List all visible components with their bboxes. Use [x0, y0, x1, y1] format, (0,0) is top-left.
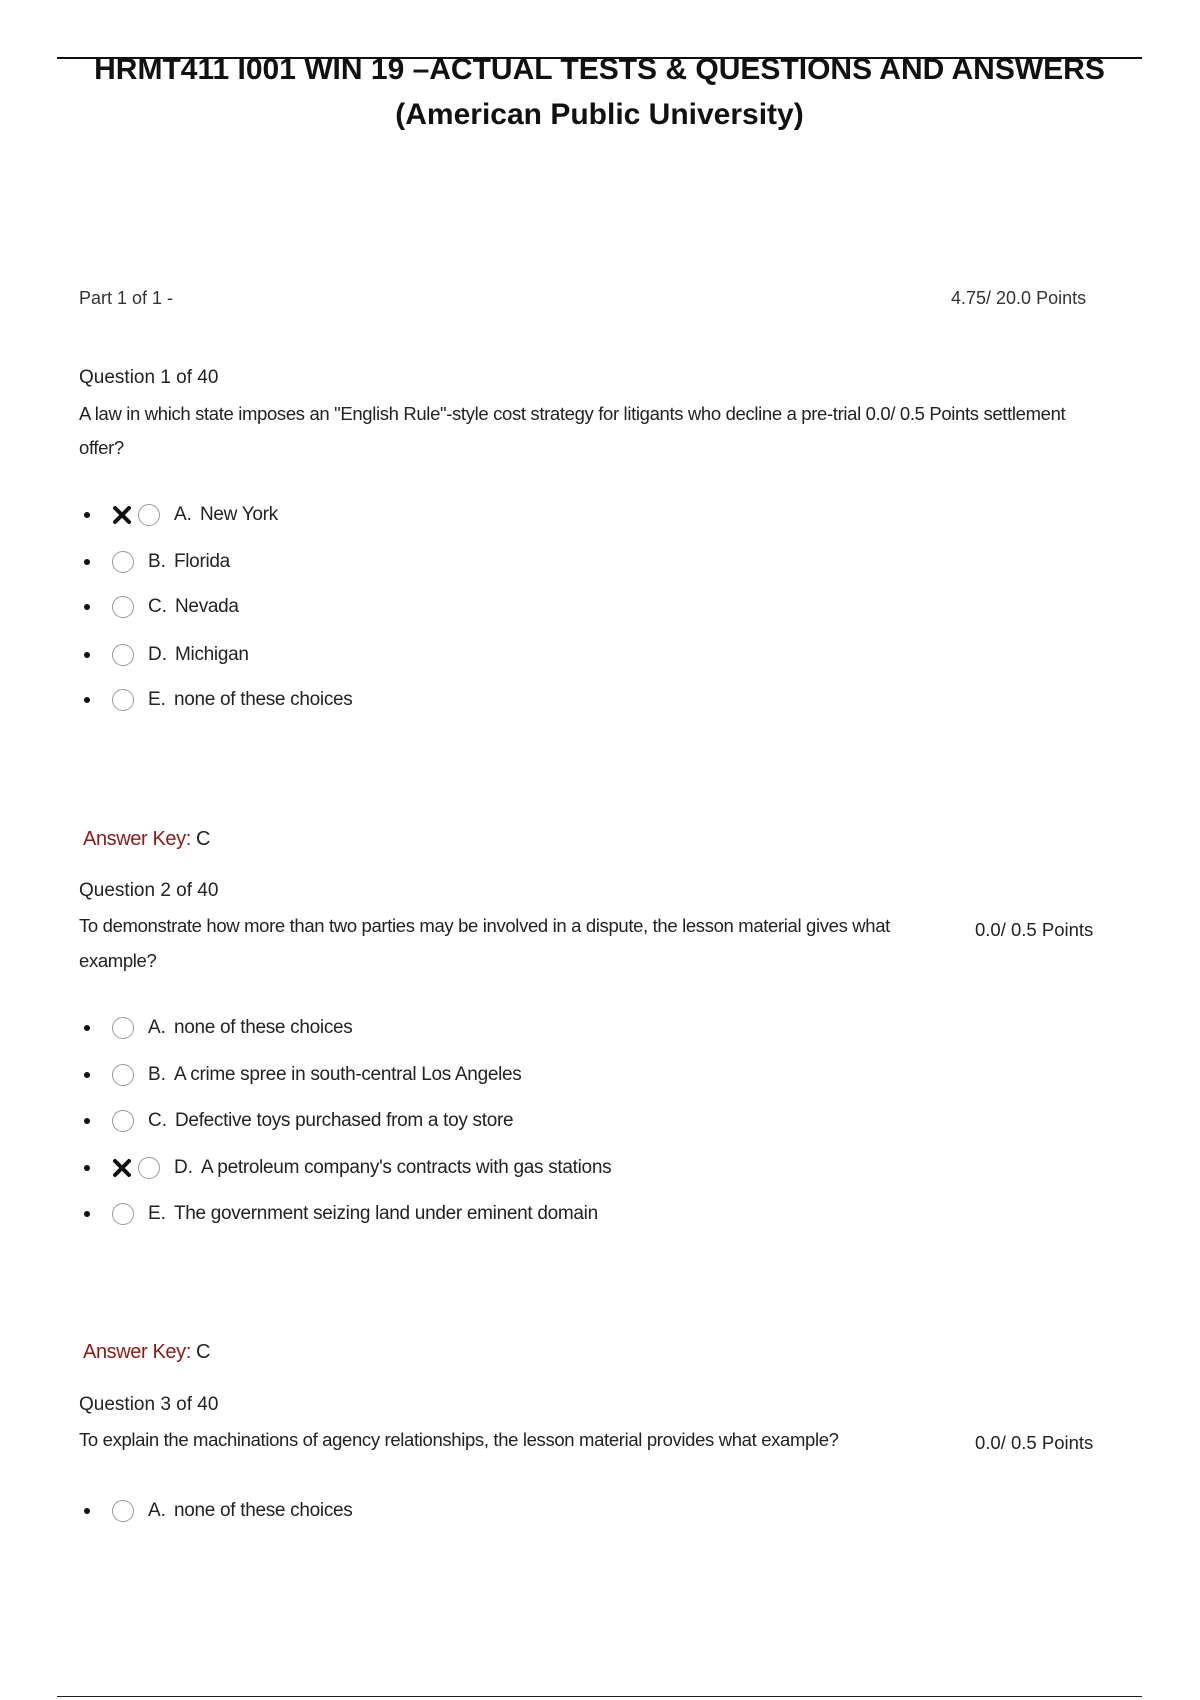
x-mark-icon	[112, 1158, 132, 1178]
question-2-text-line2: example?	[79, 950, 157, 971]
question-3-option-a[interactable]	[84, 1496, 353, 1526]
x-mark-icon	[112, 505, 132, 525]
option-letter: A.	[174, 504, 192, 525]
question-1-text-line1: A law in which state imposes an "English Rule"-style cost strategy for litigants who decline a pre-trial 0.0/ 0.5 Points settlement	[79, 403, 1066, 424]
option-letter: E.	[148, 689, 166, 710]
radio-button[interactable]	[112, 689, 134, 711]
option-text: Michigan	[175, 644, 249, 665]
option-text: none of these choices	[173, 1500, 353, 1521]
document-title: HRMT411 I001 WIN 19 –ACTUAL TESTS & QUESTIONS AND ANSWERS	[94, 53, 1105, 86]
question-2-option-a[interactable]	[84, 1013, 353, 1043]
option-letter: A.	[148, 1017, 166, 1038]
radio-button[interactable]	[112, 1500, 134, 1522]
document-subtitle: (American Public University)	[395, 98, 804, 131]
bullet	[84, 1072, 90, 1078]
question-1-header: Question 1 of 40	[79, 367, 219, 388]
radio-button[interactable]	[112, 1203, 134, 1225]
question-2-points: 0.0/ 0.5 Points	[975, 919, 1094, 940]
answer-key-label: Answer Key:	[83, 1341, 191, 1363]
radio-button[interactable]	[112, 1064, 134, 1086]
radio-button[interactable]	[112, 1110, 134, 1132]
option-letter: A.	[148, 1500, 166, 1521]
bullet	[84, 1025, 90, 1031]
question-1-option-a[interactable]	[84, 500, 278, 530]
question-2-option-d[interactable]	[84, 1153, 611, 1183]
bullet	[84, 652, 90, 658]
question-1-option-d[interactable]	[84, 640, 249, 670]
option-letter: C.	[148, 596, 167, 617]
question-1-text-line2: offer?	[79, 437, 124, 458]
option-text: A crime spree in south-central Los Angeles	[173, 1064, 522, 1085]
bullet	[84, 1508, 90, 1514]
part-points: 4.75/ 20.0 Points	[951, 288, 1087, 308]
bottom-rule	[57, 1696, 1142, 1697]
radio-button[interactable]	[112, 596, 134, 618]
radio-button[interactable]	[138, 504, 160, 526]
question-1-option-c[interactable]	[84, 592, 239, 622]
question-3-points: 0.0/ 0.5 Points	[975, 1432, 1094, 1453]
answer-key-label: Answer Key:	[83, 828, 191, 850]
bullet	[84, 559, 90, 565]
radio-button[interactable]	[112, 644, 134, 666]
answer-key-value: C	[196, 1341, 211, 1363]
part-label: Part 1 of 1 -	[79, 288, 174, 308]
question-2-option-b[interactable]	[84, 1060, 522, 1090]
option-text: New York	[199, 504, 278, 525]
radio-button[interactable]	[112, 1017, 134, 1039]
option-letter: C.	[148, 1110, 167, 1131]
bullet	[84, 1118, 90, 1124]
bullet	[84, 697, 90, 703]
question-2-answer-key	[83, 1341, 210, 1364]
radio-button[interactable]	[112, 551, 134, 573]
bullet	[84, 1165, 90, 1171]
option-letter: D.	[174, 1157, 193, 1178]
option-text: The government seizing land under eminent domain	[173, 1203, 598, 1224]
question-3-text-line1: To explain the machinations of agency relationships, the lesson material provides what example?	[79, 1429, 839, 1450]
option-text: Florida	[173, 551, 230, 572]
answer-key-value: C	[196, 828, 211, 850]
bullet	[84, 1211, 90, 1217]
question-2-option-c[interactable]	[84, 1106, 513, 1136]
option-text: Defective toys purchased from a toy store	[175, 1110, 514, 1131]
option-text: none of these choices	[173, 1017, 353, 1038]
question-2-header: Question 2 of 40	[79, 880, 219, 901]
question-3-header: Question 3 of 40	[79, 1394, 219, 1415]
question-2-option-e[interactable]	[84, 1199, 598, 1229]
option-text: none of these choices	[173, 689, 353, 710]
option-letter: E.	[148, 1203, 166, 1224]
bullet	[84, 604, 90, 610]
question-1-answer-key	[83, 828, 210, 851]
option-letter: B.	[148, 1064, 166, 1085]
question-2-text-line1: To demonstrate how more than two parties may be involved in a dispute, the lesson material gives what	[79, 915, 890, 936]
option-text: Nevada	[175, 596, 239, 617]
option-letter: D.	[148, 644, 167, 665]
question-1-option-e[interactable]	[84, 685, 353, 715]
option-text: A petroleum company's contracts with gas stations	[201, 1157, 612, 1178]
option-letter: B.	[148, 551, 166, 572]
bullet	[84, 512, 90, 518]
radio-button[interactable]	[138, 1157, 160, 1179]
question-1-option-b[interactable]	[84, 547, 230, 577]
